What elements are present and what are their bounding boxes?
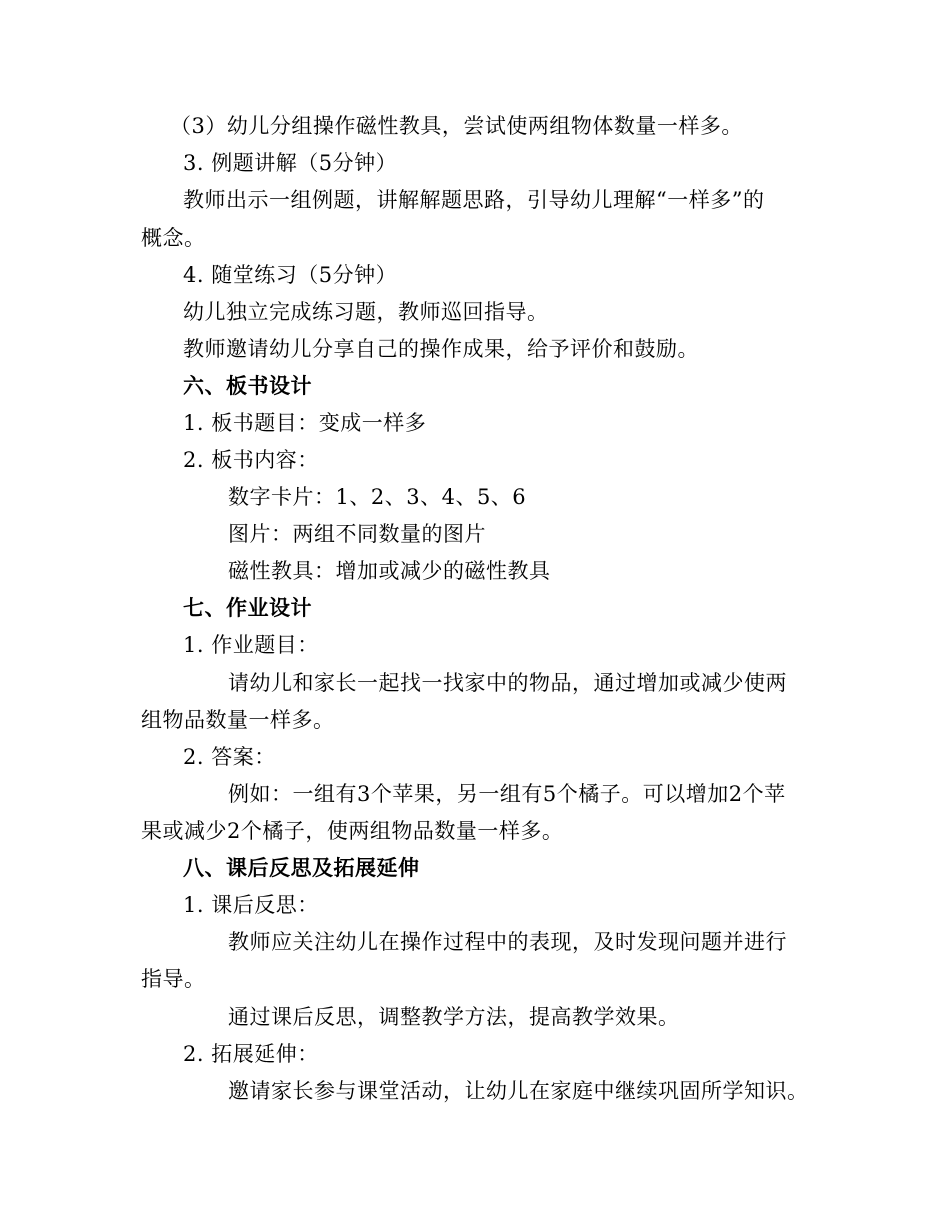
paragraph-answer-line-2: 果或减少2个橘子，使两组物品数量一样多。 [141,819,564,843]
paragraph-example-line-2: 概念。 [141,226,206,250]
section-heading-board-design: 六、板书设计 [183,374,312,398]
paragraph-extension: 邀请家长参与课堂活动，让幼儿在家庭中继续巩固所学知识。 [228,1079,809,1103]
paragraph-answer-line-1: 例如：一组有3个苹果，另一组有5个橘子。可以增加2个苹 [228,782,786,806]
board-item-magnetic-aids: 磁性教具：增加或减少的磁性教具 [228,559,551,583]
list-item-board-content: 2. 板书内容： [183,448,319,472]
paragraph-step-3-operation: （3）幼儿分组操作磁性教具，尝试使两组物体数量一样多。 [170,114,743,138]
paragraph-homework-line-1: 请幼儿和家长一起找一找家中的物品，通过增加或减少使两 [228,671,787,695]
board-item-number-cards: 数字卡片：1、2、3、4、5、6 [228,485,527,509]
list-item-homework-title: 1. 作业题目： [183,633,319,657]
list-item-board-title: 1. 板书题目：变成一样多 [183,411,427,435]
list-item-practice: 4. 随堂练习（5分钟） [183,263,398,287]
list-item-extension: 2. 拓展延伸： [183,1042,319,1066]
list-item-example-explanation: 3. 例题讲解（5分钟） [183,151,398,175]
paragraph-reflection-line-1: 教师应关注幼儿在操作过程中的表现，及时发现问题并进行 [228,930,787,954]
section-heading-reflection: 八、课后反思及拓展延伸 [183,856,420,880]
list-item-answer: 2. 答案： [183,745,276,769]
paragraph-reflection-adjust: 通过课后反思，调整教学方法，提高教学效果。 [228,1005,680,1029]
section-heading-homework: 七、作业设计 [183,596,312,620]
list-item-reflection: 1. 课后反思： [183,893,319,917]
paragraph-sharing: 教师邀请幼儿分享自己的操作成果，给予评价和鼓励。 [183,337,699,361]
board-item-pictures: 图片：两组不同数量的图片 [228,522,486,546]
paragraph-homework-line-2: 组物品数量一样多。 [141,708,335,732]
paragraph-practice: 幼儿独立完成练习题，教师巡回指导。 [183,300,549,324]
paragraph-reflection-line-2: 指导。 [141,967,206,991]
paragraph-example-line-1: 教师出示一组例题，讲解解题思路，引导幼儿理解“一样多”的 [183,188,765,212]
